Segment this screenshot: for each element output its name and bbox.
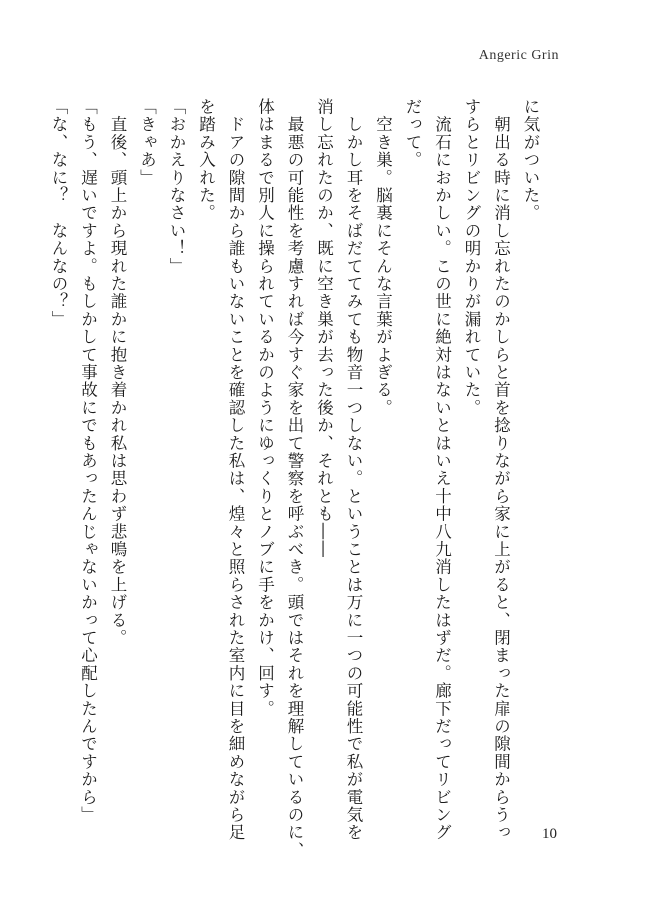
text-line: 体はまるで別人に操られているかのようにゆっくりとノブに手をかけ、回す。: [255, 98, 275, 718]
text-line: だって。: [403, 98, 422, 169]
text-line: 朝出る時に消し忘れたのかしらと首を捻りながら家に上がると、閉まった扉の隙間からうっ: [491, 98, 511, 842]
text-line: を踏み入れた。: [196, 98, 216, 222]
text-line: 「きゃあ」: [137, 98, 157, 187]
text-line: 最悪の可能性を考慮すれば今すぐ家を出て警察を呼ぶべき。頭ではそれを理解しているのに、: [285, 98, 304, 860]
text-line: 消し忘れたのか、既に空き巣が去った後か、それとも――: [314, 98, 334, 559]
text-line: に気がついた。: [521, 98, 540, 222]
running-header: Angeric Grin: [478, 48, 559, 63]
text-line: 直後、頭上から現れた誰かに抱き着かれ私は思わず悲鳴を上げる。: [108, 98, 127, 647]
text-line: 「おかえりなさい！」: [167, 98, 186, 275]
text-line: 「な、なに？ なんなの？」: [49, 98, 68, 329]
text-line: ドアの隙間から誰もいないことを確認した私は、煌々と照らされた室内に目を細めながら足: [226, 98, 245, 842]
body-text: [44, 98, 546, 860]
text-line: すらとリビングの明かりが漏れていた。: [462, 98, 481, 417]
text-line: しかし耳をそばだててみても物音一つしない。ということは万に一つの可能性で私が電気を: [344, 98, 363, 842]
page-number: 10: [542, 826, 557, 842]
text-line: 空き巣。脳裏にそんな言葉がよぎる。: [373, 98, 393, 417]
text-line: 「もう、遅いですよ。もしかして事故にでもあったんじゃないかって心配したんですから」: [78, 98, 98, 824]
text-line: 流石におかしい。この世に絶対はないとはいえ十中八九消したはずだ。廊下だってリビング: [432, 98, 452, 842]
